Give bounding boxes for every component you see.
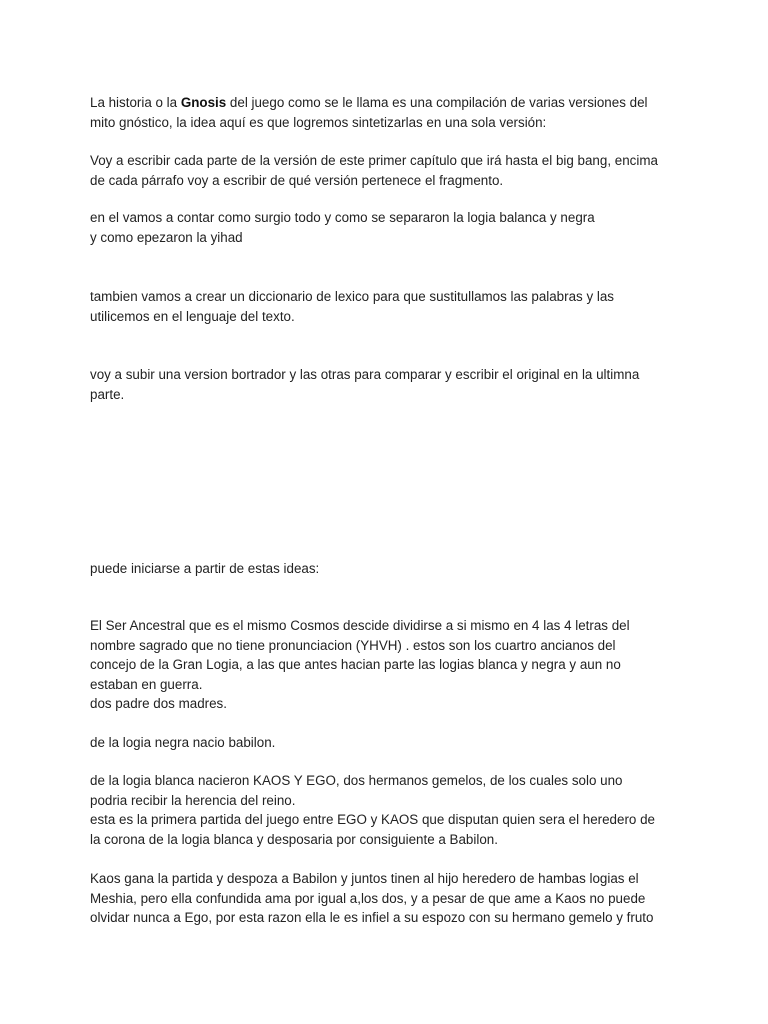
text-line: de la logia negra nacio babilon. bbox=[90, 735, 276, 750]
draft-paragraph bbox=[90, 365, 690, 404]
white-lodge-paragraph bbox=[90, 771, 690, 849]
origin-paragraph bbox=[90, 208, 690, 247]
text-line: dos padre dos madres. bbox=[90, 696, 227, 711]
kaos-paragraph bbox=[90, 869, 690, 928]
ancestral-being-paragraph bbox=[90, 616, 690, 714]
text-line: olvidar nunca a Ego, por esta razon ella le es infiel a su espozo con su hermano gemelo y fruto bbox=[90, 910, 654, 925]
text-line: voy a subir una version bortrador y las otras para comparar y escribir el original en la ultimna bbox=[90, 367, 640, 382]
dictionary-paragraph bbox=[90, 287, 690, 326]
text-line: esta es la primera partida del juego entre EGO y KAOS que disputan quien sera el heredero de bbox=[90, 812, 655, 827]
intro-text-end: del juego como se le llama es una compilación de varias versiones del bbox=[226, 95, 648, 110]
intro-line-1 bbox=[90, 93, 690, 113]
black-lodge-paragraph bbox=[90, 733, 690, 753]
text-line: El Ser Ancestral que es el mismo Cosmos descide dividirse a si mismo en 4 las 4 letras del bbox=[90, 618, 630, 633]
text-line: de cada párrafo voy a escribir de qué versión pertenece el fragmento. bbox=[90, 172, 504, 188]
text-line: puede iniciarse a partir de estas ideas: bbox=[90, 561, 320, 576]
text-line: concejo de la Gran Logia, a las que antes hacian parte las logias blanca y negra y aun no bbox=[90, 657, 621, 672]
ideas-intro-paragraph bbox=[90, 559, 690, 579]
version-paragraph bbox=[90, 151, 690, 190]
text-line: podria recibir la herencia del reino. bbox=[90, 792, 296, 808]
text-line: de la logia blanca nacieron KAOS Y EGO, dos hermanos gemelos, de los cuales solo uno bbox=[90, 773, 623, 788]
gnosis-bold-term: Gnosis bbox=[180, 95, 227, 110]
text-line: utilicemos en el lenguaje del texto. bbox=[90, 308, 295, 324]
text-line: Meshia, pero ella confundida ama por igual a,los dos, y a pesar de que ame a Kaos no puede bbox=[90, 890, 646, 906]
text-line: Voy a escribir cada parte de la versión de este primer capítulo que irá hasta el big bang, encima bbox=[90, 153, 658, 168]
text-line: parte. bbox=[90, 386, 125, 402]
text-line: nombre sagrado que no tiene pronunciacion (YHVH) . estos son los cuartro ancianos del bbox=[90, 637, 616, 653]
text-line: Kaos gana la partida y despoza a Babilon y juntos tinen al hijo heredero de hambas logias el bbox=[90, 871, 639, 886]
text-line: tambien vamos a crear un diccionario de lexico para que sustitullamos las palabras y las bbox=[90, 289, 614, 304]
intro-text-start: La historia o la bbox=[90, 95, 181, 110]
text-line: estaban en guerra. bbox=[90, 676, 203, 692]
text-line: en el vamos a contar como surgio todo y como se separaron la logia balanca y negra bbox=[90, 210, 595, 225]
text-line: la corona de la logia blanca y desposaria por consiguiente a Babilon. bbox=[90, 831, 498, 847]
intro-paragraph bbox=[90, 93, 690, 132]
text-line: y como epezaron la yihad bbox=[90, 229, 243, 245]
intro-line-2: mito gnóstico, la idea aquí es que logremos sintetizarlas en una sola versión: bbox=[90, 114, 547, 130]
